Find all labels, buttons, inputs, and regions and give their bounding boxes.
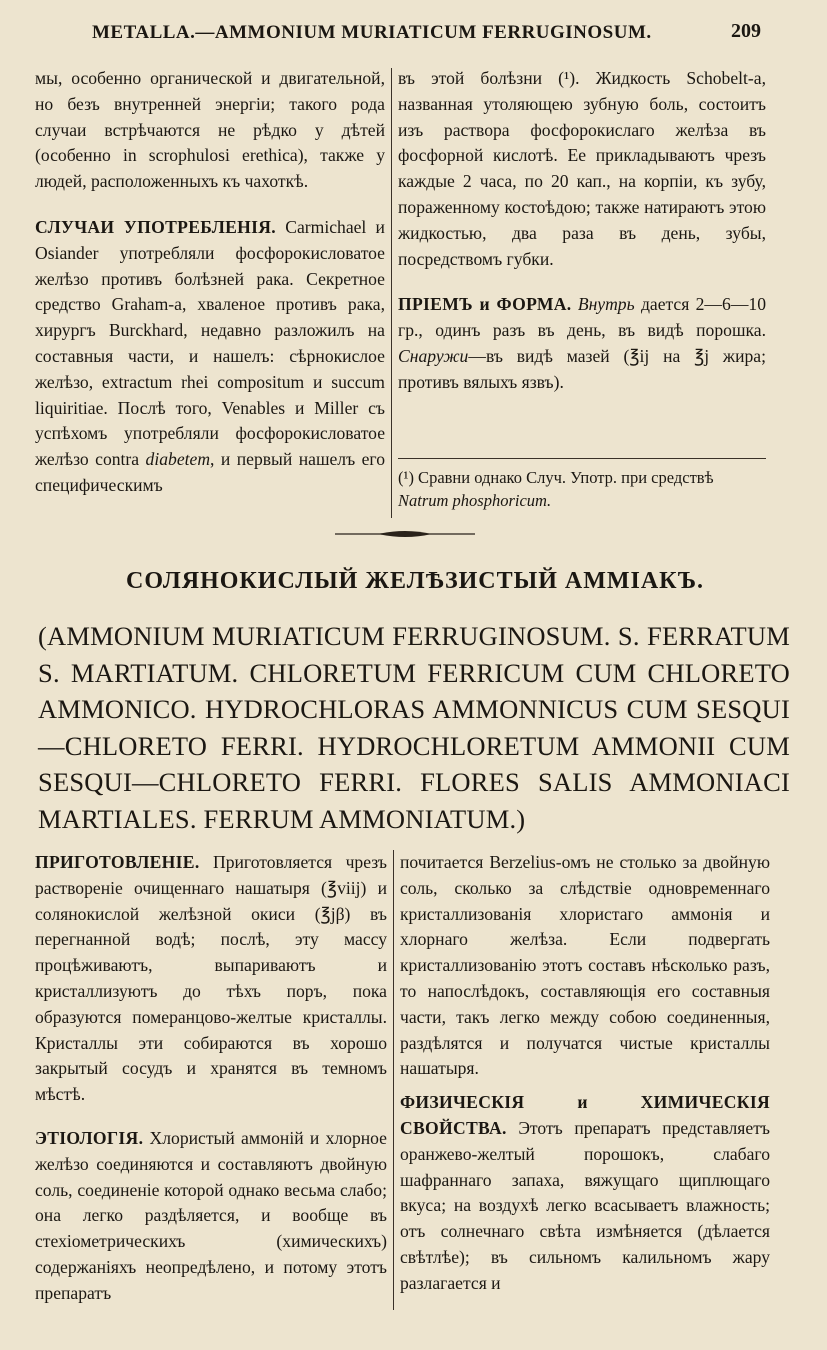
- paragraph-properties: ФИЗИЧЕСКІЯ и ХИМИЧЕСКІЯ СВОЙСТВА. Этотъ препаратъ представляетъ оранжево-желтый порошокъ, слабаго шафраннаго запаха, вяжущаго щиплющаго вкуса; на воздухѣ легко всасываетъ влажность; отъ солнечнаго свѣта измѣняется (дѣлается свѣтлѣе); въ сильномъ калильномъ жару разлагается и: [400, 1092, 770, 1293]
- paragraph-berzelius: почитается Berzelius-омъ не столько за двойную соль, сколько за слѣдствіе одновременнаго кристаллизованія хлористаго аммонія и хлорнаго желѣза. Если подвергать кристаллизованію этотъ составъ нѣсколько разъ, то напослѣдокъ, составляющія его составныя части, такъ легко между собою соединенныя, раздѣлятся и получатся чистые кристаллы нашатыря.: [400, 852, 770, 1079]
- running-head: METALLA.—AMMONIUM MURIATICUM FERRUGINOSUM.: [92, 22, 652, 43]
- paragraph-continuation: мы, особенно органической и двигательной, но безъ внутренней энергіи; такого рода случаи встрѣчаются не рѣдко у дѣтей (особенно in scrophulosi erethica), также у людей, расположенныхъ къ чахоткѣ.: [35, 68, 385, 192]
- page-header: [0, 18, 827, 48]
- bottom-right-column: [400, 850, 770, 1297]
- section-heading-preparation: ПРИГОТОВЛЕНІЕ.: [35, 852, 200, 872]
- footnote: (¹) Сравни однако Случ. Употр. при средствѣ Natrum phosphoricum.: [398, 468, 714, 510]
- section-heading-usage: СЛУЧАИ УПОТРЕБЛЕНІЯ.: [35, 216, 276, 237]
- top-left-column: [35, 66, 385, 499]
- bottom-left-column: [35, 850, 387, 1307]
- footnote-rule: [398, 458, 766, 459]
- page-number: 209: [731, 20, 761, 42]
- paragraph-usage-cases: СЛУЧАИ УПОТРЕБЛЕНІЯ. Carmichael и Osiander употребляли фосфорокисловатое желѣзо противъ болѣзней рака. Секретное средство Graham-а, хваленое противъ рака, хирургъ Burckhard, недавно разложилъ на составныя части, и нашелъ: сѣрнокислое желѣзо, extractum rhei compositum и succum liquiritiae. Послѣ того, Venables и Miller съ успѣхомъ употребляли фосфорокисловатое желѣзо contra diabetem, и первый нашелъ его специфическимъ: [35, 216, 385, 495]
- top-right-column: [398, 66, 766, 396]
- divider-ornament: [330, 529, 480, 539]
- paragraph-preparation: ПРИГОТОВЛЕНІЕ. Приготовляется чрезъ раствореніе очищеннаго нашатыря (℥viij) и солянокислой желѣзной окиси (℥jβ) въ перегнанной водѣ; послѣ, эту массу процѣживаютъ, выпариваютъ и кристаллизуютъ до тѣхъ поръ, пока образуются померанцово-желтые кристаллы. Кристаллы эти собираются въ хорошо закрытый сосудъ и хранятся въ темномъ мѣстѣ.: [35, 852, 387, 1105]
- section-title: СОЛЯНОКИСЛЫЙ ЖЕЛѢЗИСТЫЙ АММІАКЪ.: [126, 568, 704, 594]
- column-divider-bottom: [393, 850, 394, 1310]
- paragraph-dosage: ПРІЕМЪ и ФОРМА. Внутрь дается 2—6—10 гр., одинъ разъ въ день, въ видѣ порошка. Снаружи—въ видѣ мазей (℥ij на ℥j жира; противъ вялыхъ язвъ).: [398, 294, 767, 392]
- paragraph-schobelt: въ этой болѣзни (¹). Жидкость Schobelt-а, названная утоляющею зубную боль, состоитъ изъ раствора фосфорокислаго желѣза въ фосфорной кислотѣ. Ее прикладываютъ чрезъ каждые 2 часа, по 20 кап., на корпіи, къ зубу, пораженному костоѣдою; также натираютъ этою жидкостью, два раза въ день, зубы, посредствомъ губки.: [398, 68, 766, 269]
- column-divider-top: [391, 68, 392, 518]
- section-heading-etiology: ЭТІОЛОГІЯ.: [35, 1127, 144, 1148]
- latin-synonyms: (AMMONIUM MURIATICUM FERRUGINOSUM. S. FERRATUM S. MARTIATUM. CHLORETUM FERRICUM CUM CHLORETO AMMONICO. HYDROCHLORAS AMMONNICUS CUM SESQUI—CHLORETO FERRI. HYDROCHLORETUM AMMONII CUM SESQUI—CHLORETO FERRI. FLORES SALIS AMMONIACI MARTIALES. FERRUM AMMONIATUM.): [38, 621, 790, 834]
- section-heading-properties: ФИЗИЧЕСКІЯ и ХИМИЧЕСКІЯ СВОЙСТВА.: [400, 1092, 770, 1138]
- section-heading-dosage: ПРІЕМЪ и ФОРМА.: [398, 294, 572, 315]
- paragraph-etiology: ЭТІОЛОГІЯ. Хлористый аммоній и хлорное желѣзо соединяются и составляютъ двойную соль, соединеніе которой однако весьма слабо; она легко раздѣляется, и вообще въ стехіометрическихъ (химическихъ) содержаніяхъ неопредѣлено, и потому этотъ препаратъ: [35, 1127, 387, 1303]
